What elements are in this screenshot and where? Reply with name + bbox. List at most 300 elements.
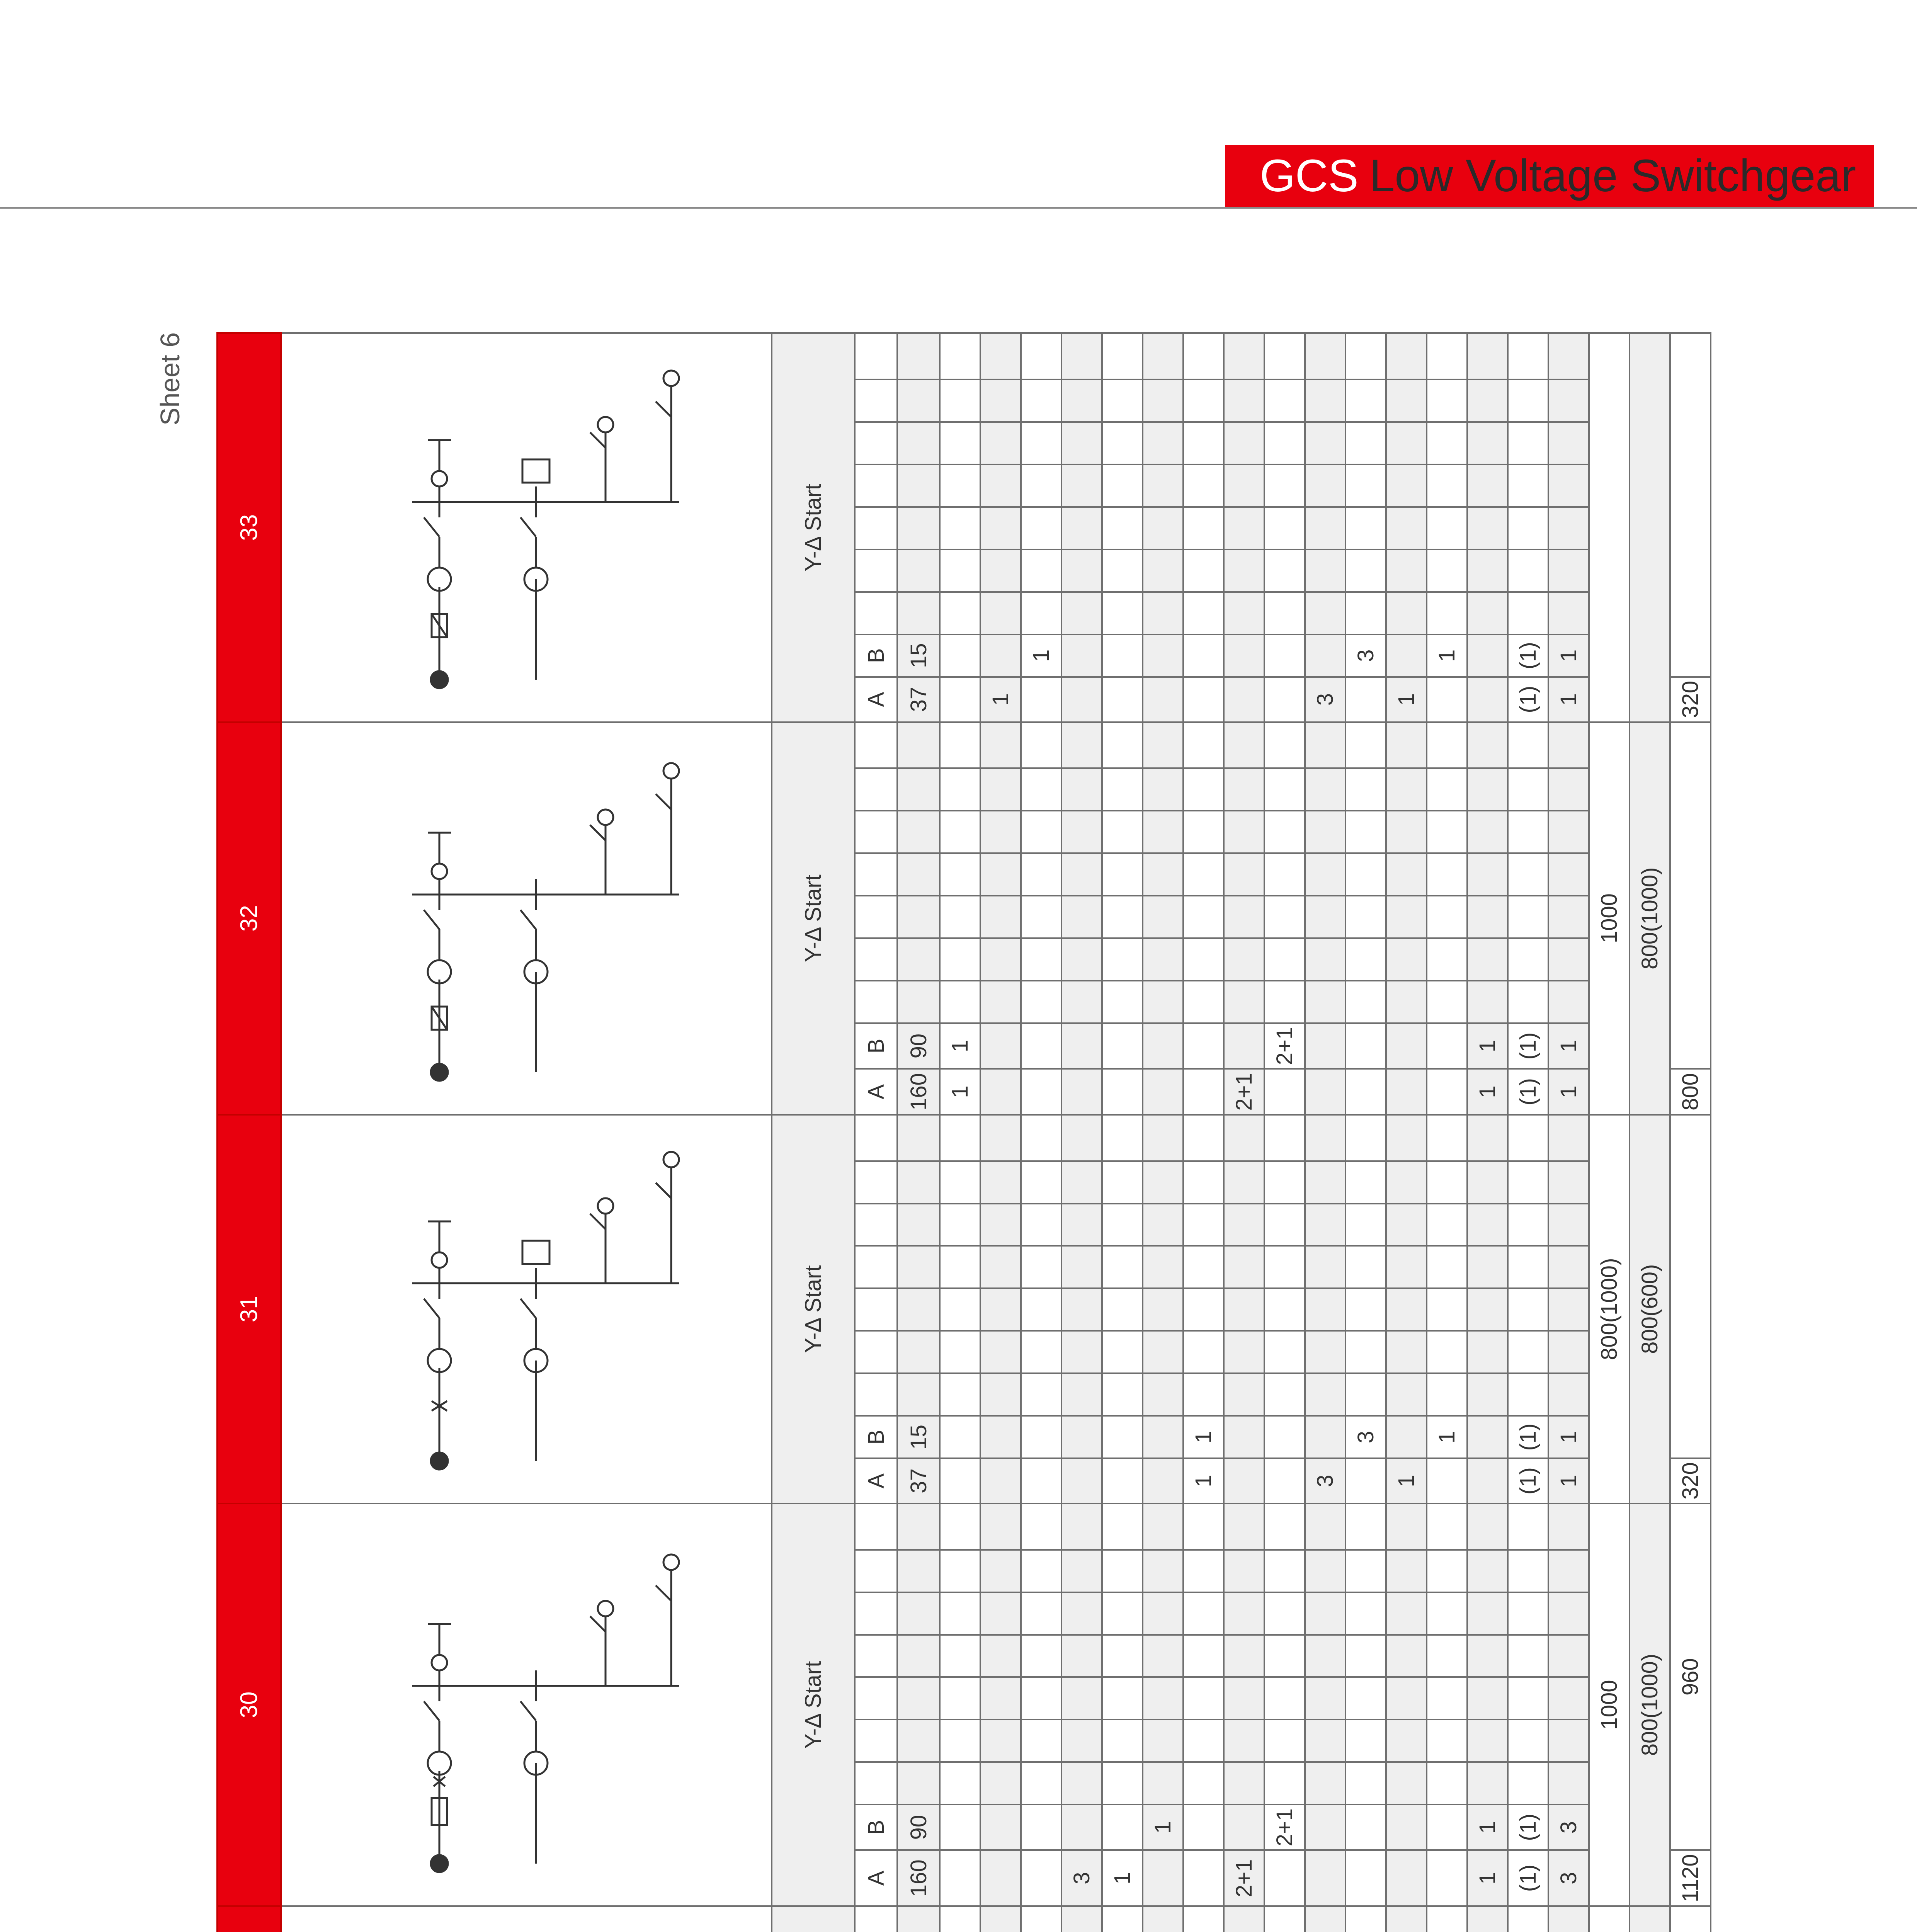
empty-cell — [1467, 1204, 1508, 1246]
cabinet-depth-label — [1630, 1906, 1670, 1932]
spec-a: A — [855, 1069, 897, 1114]
empty-cell — [1264, 1592, 1305, 1635]
empty-cell — [1143, 853, 1183, 896]
empty-cell — [1548, 1246, 1589, 1288]
empty-cell — [897, 333, 940, 379]
empty-cell — [1021, 333, 1061, 379]
empty-cell — [940, 853, 980, 896]
empty-cell — [1102, 592, 1143, 634]
empty-cell — [1102, 464, 1143, 507]
component-qty-a — [1345, 677, 1386, 722]
empty-cell — [1143, 1204, 1183, 1246]
empty-cell — [1143, 1373, 1183, 1416]
empty-cell — [1224, 1677, 1264, 1719]
component-qty-b — [1021, 1804, 1061, 1850]
component-qty-b — [1183, 1804, 1224, 1850]
empty-cell — [1061, 811, 1102, 853]
empty-cell — [1183, 1635, 1224, 1677]
spec-b: B — [855, 1023, 897, 1069]
empty-cell — [940, 507, 980, 549]
program-no: 33 — [217, 333, 281, 722]
empty-cell — [1467, 1677, 1508, 1719]
empty-cell — [1508, 768, 1548, 811]
component-qty-b — [940, 634, 980, 677]
component-qty-a — [1061, 1458, 1102, 1503]
empty-cell — [1386, 1635, 1427, 1677]
component-qty-a — [1143, 677, 1183, 722]
empty-cell — [1224, 938, 1264, 981]
empty-cell — [1183, 811, 1224, 853]
empty-cell — [980, 422, 1021, 464]
component-qty-b — [1224, 1416, 1264, 1458]
program-no-label — [217, 1906, 281, 1932]
component-qty-a: (1) — [1508, 1458, 1548, 1503]
empty-cell — [1305, 938, 1345, 981]
empty-cell — [1224, 507, 1264, 549]
empty-cell — [1508, 1331, 1548, 1373]
empty-cell — [980, 1373, 1021, 1416]
empty-cell — [1508, 722, 1548, 769]
component-qty-a — [1427, 1458, 1467, 1503]
empty-cell — [1386, 1677, 1427, 1719]
empty-cell — [1467, 1762, 1508, 1804]
empty-cell — [1224, 896, 1264, 938]
empty-cell — [897, 896, 940, 938]
empty-cell — [1061, 1550, 1102, 1592]
compartment-height-a: 320 — [1670, 677, 1711, 722]
empty-cell — [1061, 592, 1102, 634]
component-qty-a: (1) — [1508, 1850, 1548, 1906]
empty-cell — [1305, 333, 1345, 379]
empty-cell — [855, 811, 897, 853]
empty-cell — [980, 1762, 1021, 1804]
empty-cell — [1508, 333, 1548, 379]
empty-cell — [1224, 379, 1264, 422]
empty-cell — [940, 1288, 980, 1331]
compartment-height-label — [1670, 1906, 1711, 1932]
empty-cell — [1183, 464, 1224, 507]
empty-cell — [1386, 549, 1427, 592]
empty-cell — [1143, 1246, 1183, 1288]
component-name — [1143, 1906, 1183, 1932]
empty-cell — [1548, 333, 1589, 379]
empty-cell — [1345, 1204, 1386, 1246]
empty-cell — [980, 1246, 1021, 1288]
empty-cell — [1427, 1373, 1467, 1416]
component-qty-b: 2+1 — [1264, 1023, 1305, 1069]
empty-cell — [940, 1762, 980, 1804]
empty-cell — [1021, 722, 1061, 769]
component-qty-a: (1) — [1508, 1069, 1548, 1114]
empty-cell — [1224, 1115, 1264, 1161]
empty-cell — [1548, 1635, 1589, 1677]
empty-cell — [1183, 1246, 1224, 1288]
empty-cell — [1386, 1592, 1427, 1635]
empty-cell — [1427, 1331, 1467, 1373]
empty-cell — [1143, 1550, 1183, 1592]
empty-cell — [980, 1115, 1021, 1161]
empty-cell — [1386, 1373, 1427, 1416]
component-qty-b: 1 — [1467, 1023, 1508, 1069]
spec-a: A — [855, 1850, 897, 1906]
empty-cell — [1224, 1503, 1264, 1550]
empty-cell — [1224, 811, 1264, 853]
empty-cell — [940, 422, 980, 464]
component-qty-a — [940, 1850, 980, 1906]
empty-cell — [1305, 1592, 1345, 1635]
empty-cell — [1021, 1373, 1061, 1416]
empty-cell — [1386, 1246, 1427, 1288]
empty-cell — [980, 811, 1021, 853]
empty-cell — [897, 1592, 940, 1635]
empty-cell — [897, 1503, 940, 1550]
empty-cell — [940, 896, 980, 938]
component-name — [940, 1906, 980, 1932]
empty-cell — [1224, 549, 1264, 592]
empty-cell — [1345, 1288, 1386, 1331]
empty-cell — [1264, 1115, 1305, 1161]
component-qty-b — [1386, 1023, 1427, 1069]
empty-cell — [1386, 507, 1427, 549]
empty-cell — [940, 1592, 980, 1635]
empty-cell — [980, 1204, 1021, 1246]
empty-cell — [1386, 1762, 1427, 1804]
component-name — [1061, 1906, 1102, 1932]
empty-cell — [1345, 1719, 1386, 1762]
empty-cell — [1467, 981, 1508, 1023]
empty-cell — [1183, 768, 1224, 811]
empty-cell — [1102, 1762, 1143, 1804]
empty-cell — [1183, 896, 1224, 938]
empty-cell — [1305, 1204, 1345, 1246]
component-qty-a — [1143, 1850, 1183, 1906]
single-line-diagram — [285, 347, 768, 718]
program-no: 31 — [217, 1115, 281, 1503]
empty-cell — [1305, 896, 1345, 938]
component-qty-b: 1 — [1427, 1416, 1467, 1458]
empty-cell — [1467, 549, 1508, 592]
empty-cell — [1548, 722, 1589, 769]
empty-cell — [1021, 768, 1061, 811]
empty-cell — [1548, 896, 1589, 938]
empty-cell — [1264, 1503, 1305, 1550]
component-qty-b — [1061, 634, 1102, 677]
empty-cell — [1305, 981, 1345, 1023]
empty-cell — [1427, 1677, 1467, 1719]
empty-cell — [1427, 422, 1467, 464]
empty-cell — [1102, 1503, 1143, 1550]
empty-cell — [1467, 896, 1508, 938]
compartment-height-b — [1670, 722, 1711, 1069]
empty-cell — [1021, 549, 1061, 592]
empty-cell — [897, 507, 940, 549]
empty-cell — [1386, 592, 1427, 634]
component-qty-a: 3 — [1305, 677, 1345, 722]
empty-cell — [855, 1592, 897, 1635]
empty-cell — [855, 1503, 897, 1550]
empty-cell — [940, 1246, 980, 1288]
empty-cell — [1143, 592, 1183, 634]
empty-cell — [855, 1677, 897, 1719]
empty-cell — [1548, 1288, 1589, 1331]
empty-cell — [940, 938, 980, 981]
empty-cell — [1061, 464, 1102, 507]
empty-cell — [1102, 1550, 1143, 1592]
component-qty-a: (1) — [1508, 677, 1548, 722]
compartment-height-b: 960 — [1670, 1503, 1711, 1850]
component-qty-b: 1 — [1021, 634, 1061, 677]
component-qty-a — [1143, 1458, 1183, 1503]
component-qty-a — [1427, 677, 1467, 722]
empty-cell — [1102, 1373, 1143, 1416]
empty-cell — [1508, 1635, 1548, 1677]
component-qty-b: 1 — [1467, 1804, 1508, 1850]
empty-cell — [855, 981, 897, 1023]
empty-cell — [1508, 379, 1548, 422]
component-name — [1021, 1906, 1061, 1932]
empty-cell — [855, 1161, 897, 1204]
empty-cell — [1061, 853, 1102, 896]
component-qty-b — [1345, 1804, 1386, 1850]
empty-cell — [1061, 896, 1102, 938]
empty-cell — [980, 1331, 1021, 1373]
empty-cell — [1021, 1550, 1061, 1592]
empty-cell — [1548, 1550, 1589, 1592]
empty-cell — [1061, 1115, 1102, 1161]
empty-cell — [1427, 722, 1467, 769]
empty-cell — [1386, 1204, 1427, 1246]
empty-cell — [1427, 507, 1467, 549]
header-product: Low Voltage Switchgear — [1369, 150, 1856, 201]
empty-cell — [1061, 1331, 1102, 1373]
empty-cell — [1021, 507, 1061, 549]
empty-cell — [940, 1503, 980, 1550]
empty-cell — [897, 379, 940, 422]
component-name — [1467, 1906, 1508, 1932]
empty-cell — [1508, 1373, 1548, 1416]
empty-cell — [1427, 1161, 1467, 1204]
empty-cell — [1061, 768, 1102, 811]
empty-cell — [1264, 853, 1305, 896]
empty-cell — [1305, 1161, 1345, 1204]
empty-cell — [897, 1677, 940, 1719]
empty-cell — [980, 722, 1021, 769]
component-qty-b — [1386, 1416, 1427, 1458]
empty-cell — [1021, 464, 1061, 507]
empty-cell — [1345, 853, 1386, 896]
empty-cell — [1143, 1288, 1183, 1331]
empty-cell — [1508, 507, 1548, 549]
component-qty-b — [1183, 634, 1224, 677]
power-b: 90 — [897, 1023, 940, 1069]
empty-cell — [1508, 1503, 1548, 1550]
component-name — [1508, 1906, 1548, 1932]
component-qty-a: 3 — [1061, 1850, 1102, 1906]
empty-cell — [1508, 464, 1548, 507]
empty-cell — [1467, 768, 1508, 811]
empty-cell — [855, 1204, 897, 1246]
component-qty-b — [1224, 634, 1264, 677]
component-name — [1102, 1906, 1143, 1932]
component-qty-b: 3 — [1548, 1804, 1589, 1850]
component-qty-b — [1143, 634, 1183, 677]
component-qty-b: 1 — [1143, 1804, 1183, 1850]
empty-cell — [1102, 853, 1143, 896]
empty-cell — [897, 1550, 940, 1592]
empty-cell — [897, 1161, 940, 1204]
empty-cell — [1061, 1677, 1102, 1719]
component-qty-a: 1 — [1102, 1850, 1143, 1906]
empty-cell — [1427, 896, 1467, 938]
empty-cell — [980, 1503, 1021, 1550]
empty-cell — [1386, 333, 1427, 379]
empty-cell — [1508, 1550, 1548, 1592]
empty-cell — [1386, 768, 1427, 811]
component-qty-a — [1345, 1850, 1386, 1906]
empty-cell — [1508, 981, 1548, 1023]
component-qty-a: 1 — [1548, 677, 1589, 722]
compartment-height-a: 1120 — [1670, 1850, 1711, 1906]
empty-cell — [1143, 938, 1183, 981]
empty-cell — [1264, 1204, 1305, 1246]
empty-cell — [1467, 422, 1508, 464]
empty-cell — [897, 768, 940, 811]
empty-cell — [1427, 592, 1467, 634]
empty-cell — [1021, 379, 1061, 422]
cabinet-width-label — [1589, 1906, 1630, 1932]
empty-cell — [897, 1115, 940, 1161]
empty-cell — [1508, 896, 1548, 938]
component-qty-b: 1 — [1548, 1023, 1589, 1069]
empty-cell — [855, 592, 897, 634]
empty-cell — [1224, 1161, 1264, 1204]
empty-cell — [1305, 379, 1345, 422]
empty-cell — [1427, 1204, 1467, 1246]
empty-cell — [1021, 1288, 1061, 1331]
empty-cell — [1264, 1246, 1305, 1288]
empty-cell — [1224, 1288, 1264, 1331]
component-qty-b: 1 — [1548, 1416, 1589, 1458]
empty-cell — [1061, 333, 1102, 379]
component-qty-a — [1183, 1850, 1224, 1906]
empty-cell — [1305, 1503, 1345, 1550]
empty-cell — [1102, 938, 1143, 981]
component-qty-a — [1264, 1458, 1305, 1503]
empty-cell — [1143, 1635, 1183, 1677]
empty-cell — [1021, 981, 1061, 1023]
empty-cell — [1183, 981, 1224, 1023]
empty-cell — [1467, 1115, 1508, 1161]
empty-cell — [1183, 1762, 1224, 1804]
component-qty-a — [1021, 1069, 1061, 1114]
empty-cell — [1021, 422, 1061, 464]
empty-cell — [1102, 1115, 1143, 1161]
empty-cell — [1021, 592, 1061, 634]
empty-cell — [1305, 1331, 1345, 1373]
empty-cell — [897, 853, 940, 896]
header-divider — [0, 207, 1917, 209]
empty-cell — [1264, 1719, 1305, 1762]
spec-b: B — [855, 1804, 897, 1850]
specification-label — [855, 1906, 897, 1932]
empty-cell — [1427, 1592, 1467, 1635]
empty-cell — [1183, 422, 1224, 464]
empty-cell — [1508, 1719, 1548, 1762]
single-line-diagram — [285, 740, 768, 1111]
empty-cell — [1427, 938, 1467, 981]
empty-cell — [1183, 549, 1224, 592]
empty-cell — [1467, 379, 1508, 422]
empty-cell — [1467, 1503, 1508, 1550]
component-qty-a: 1 — [1548, 1458, 1589, 1503]
empty-cell — [1345, 938, 1386, 981]
component-qty-a — [1021, 677, 1061, 722]
empty-cell — [1345, 1373, 1386, 1416]
empty-cell — [1183, 1719, 1224, 1762]
empty-cell — [940, 1373, 980, 1416]
empty-cell — [855, 379, 897, 422]
empty-cell — [1183, 1373, 1224, 1416]
empty-cell — [1427, 811, 1467, 853]
component-qty-b — [1305, 634, 1345, 677]
empty-cell — [855, 1331, 897, 1373]
empty-cell — [980, 1719, 1021, 1762]
empty-cell — [980, 938, 1021, 981]
cabinet-depth — [1630, 333, 1670, 722]
empty-cell — [1305, 1246, 1345, 1288]
component-name — [1224, 1906, 1264, 1932]
empty-cell — [1548, 1592, 1589, 1635]
empty-cell — [940, 811, 980, 853]
empty-cell — [980, 333, 1021, 379]
component-qty-a — [1102, 677, 1143, 722]
empty-cell — [1548, 1161, 1589, 1204]
empty-cell — [1143, 379, 1183, 422]
empty-cell — [1061, 1635, 1102, 1677]
component-qty-a — [1224, 1458, 1264, 1503]
empty-cell — [1548, 1373, 1589, 1416]
single-line-diagram — [285, 1129, 768, 1500]
empty-cell — [1102, 422, 1143, 464]
empty-cell — [980, 1161, 1021, 1204]
empty-cell — [1021, 811, 1061, 853]
empty-cell — [897, 1331, 940, 1373]
empty-cell — [980, 379, 1021, 422]
compartment-height-a: 800 — [1670, 1069, 1711, 1114]
empty-cell — [1427, 1246, 1467, 1288]
empty-cell — [1386, 981, 1427, 1023]
empty-cell — [1224, 1373, 1264, 1416]
empty-cell — [1345, 981, 1386, 1023]
component-qty-a — [1102, 1069, 1143, 1114]
component-qty-b — [1427, 1804, 1467, 1850]
empty-cell — [1508, 1592, 1548, 1635]
component-qty-a: 1 — [1467, 1069, 1508, 1114]
empty-cell — [1021, 1331, 1061, 1373]
empty-cell — [1061, 549, 1102, 592]
empty-cell — [1467, 507, 1508, 549]
component-qty-a — [1021, 1458, 1061, 1503]
empty-cell — [1264, 422, 1305, 464]
empty-cell — [855, 1635, 897, 1677]
cabinet-width: 1000 — [1589, 722, 1630, 1115]
empty-cell — [855, 507, 897, 549]
empty-cell — [1061, 981, 1102, 1023]
empty-cell — [1224, 1246, 1264, 1288]
spec-b: B — [855, 1416, 897, 1458]
empty-cell — [1143, 896, 1183, 938]
empty-cell — [980, 1288, 1021, 1331]
